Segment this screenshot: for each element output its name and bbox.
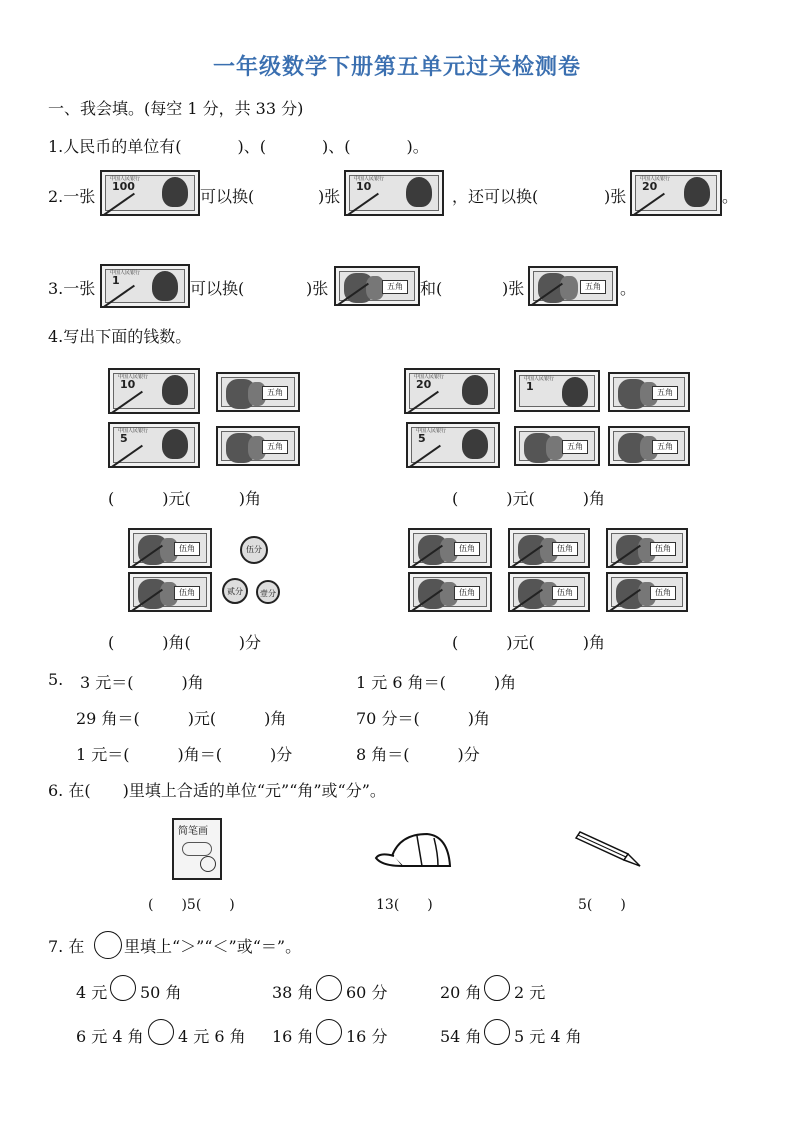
compare-circle[interactable] <box>110 975 136 1001</box>
compare-circle[interactable] <box>148 1019 174 1045</box>
q2-text: 可以换( <box>200 187 255 206</box>
answer-line[interactable]: ( )元( )角 <box>108 489 261 508</box>
q1-sep: )、( <box>322 137 351 156</box>
banknote-5-jiao: 五角 <box>608 426 690 466</box>
question-1 <box>48 134 429 157</box>
q1-end: )。 <box>406 137 429 156</box>
q2-text: )张 <box>604 187 627 206</box>
q2-text: )张 <box>318 187 341 206</box>
compare-right: 5 元 4 角 <box>514 1027 582 1046</box>
banknote-5-jiao: 伍角 <box>128 572 212 612</box>
compare-left: 20 角 <box>440 983 482 1002</box>
banknote-5-jiao: 五角 <box>334 266 420 306</box>
q3-text: )张 <box>502 279 525 298</box>
q3-text: 可以换( <box>190 279 245 298</box>
banknote-5-jiao: 伍角 <box>508 528 590 568</box>
banknote-5-jiao: 伍角 <box>606 572 688 612</box>
compare-circle[interactable] <box>484 975 510 1001</box>
compare-left: 6 元 4 角 <box>76 1027 144 1046</box>
q7-label-post: 里填上“＞”“＜”或“＝”。 <box>124 937 302 956</box>
q2-prefix: 2.一张 <box>48 187 96 206</box>
question-5-label: 5. <box>48 670 64 689</box>
question-4-label: 4.写出下面的钱数。 <box>48 327 192 346</box>
unit-answer[interactable]: ( )5( ) <box>148 897 235 913</box>
banknote-5-jiao: 五角 <box>514 426 600 466</box>
q3-end: 。 <box>620 279 637 298</box>
question-6-label: 6. 在( )里填上合适的单位“元”“角”或“分”。 <box>48 781 386 800</box>
answer-line[interactable]: ( )角( )分 <box>108 633 261 652</box>
unit-answer[interactable]: 5( ) <box>578 897 626 913</box>
q2-text: ，还可以换( <box>452 187 539 206</box>
banknote-5-jiao: 伍角 <box>408 572 492 612</box>
banknote-5-jiao: 五角 <box>528 266 618 306</box>
banknote-5-jiao: 五角 <box>216 426 300 466</box>
q3-text: )张 <box>306 279 329 298</box>
coin-2-fen: 贰分 <box>222 578 248 604</box>
banknote-10-yuan: 中国人民银行 10 <box>108 368 200 414</box>
cap-image <box>372 826 454 876</box>
answer-line[interactable]: ( )元( )角 <box>452 489 605 508</box>
banknote-5-jiao: 五角 <box>216 372 300 412</box>
compare-circle[interactable] <box>316 1019 342 1045</box>
conversion-item[interactable]: 1 元＝( )角＝( )分 <box>76 745 293 764</box>
banknote-20-yuan: 中国人民银行 20 <box>630 170 722 216</box>
book-label: 简笔画 <box>178 826 208 837</box>
banknote-5-jiao: 伍角 <box>408 528 492 568</box>
banknote-1-yuan: 中国人民银行 1 <box>100 264 190 308</box>
q2-end: 。 <box>722 187 739 206</box>
coin-1-fen: 壹分 <box>256 580 280 604</box>
banknote-5-jiao: 伍角 <box>128 528 212 568</box>
answer-line[interactable]: ( )元( )角 <box>452 633 605 652</box>
conversion-item[interactable]: 8 角＝( )分 <box>356 745 480 764</box>
conversion-item[interactable]: 70 分＝( )角 <box>356 709 490 728</box>
banknote-5-jiao: 五角 <box>608 372 690 412</box>
q1-prefix: 1.人民币的单位有( <box>48 137 182 156</box>
q3-prefix: 3.一张 <box>48 279 96 298</box>
page-title: 一年级数学下册第五单元过关检测卷 <box>212 55 581 80</box>
banknote-1-yuan: 中国人民银行 1 <box>514 370 600 412</box>
conversion-item[interactable]: 3 元＝( )角 <box>80 673 204 692</box>
compare-right: 16 分 <box>346 1027 388 1046</box>
banknote-10-yuan: 中国人民银行 10 <box>344 170 444 216</box>
section-heading: 一、我会填。(每空 1 分，共 33 分) <box>48 99 304 118</box>
pencil-image <box>572 830 644 870</box>
compare-left: 4 元 <box>76 983 108 1002</box>
q3-text: 和( <box>420 279 443 298</box>
compare-right: 4 元 6 角 <box>178 1027 246 1046</box>
banknote-5-jiao: 伍角 <box>508 572 590 612</box>
compare-circle-example <box>94 931 122 959</box>
q1-sep: )、( <box>237 137 267 156</box>
compare-left: 38 角 <box>272 983 314 1002</box>
coin-5-fen: 伍分 <box>240 536 268 564</box>
banknote-5-jiao: 伍角 <box>606 528 688 568</box>
compare-left: 54 角 <box>440 1027 482 1046</box>
banknote-5-yuan: 中国人民银行 5 <box>108 422 200 468</box>
compare-circle[interactable] <box>484 1019 510 1045</box>
conversion-item[interactable]: 29 角＝( )元( )角 <box>76 709 287 728</box>
unit-answer[interactable]: 13( ) <box>376 897 433 913</box>
compare-right: 2 元 <box>514 983 546 1002</box>
q7-label-pre: 7. 在 <box>48 937 85 956</box>
sketchbook-image <box>172 818 222 880</box>
compare-right: 50 角 <box>140 983 182 1002</box>
compare-left: 16 角 <box>272 1027 314 1046</box>
compare-right: 60 分 <box>346 983 388 1002</box>
compare-circle[interactable] <box>316 975 342 1001</box>
banknote-5-yuan: 中国人民银行 5 <box>406 422 500 468</box>
banknote-20-yuan: 中国人民银行 20 <box>404 368 500 414</box>
conversion-item[interactable]: 1 元 6 角＝( )角 <box>356 673 517 692</box>
banknote-100-yuan: 中国人民银行 100 <box>100 170 200 216</box>
